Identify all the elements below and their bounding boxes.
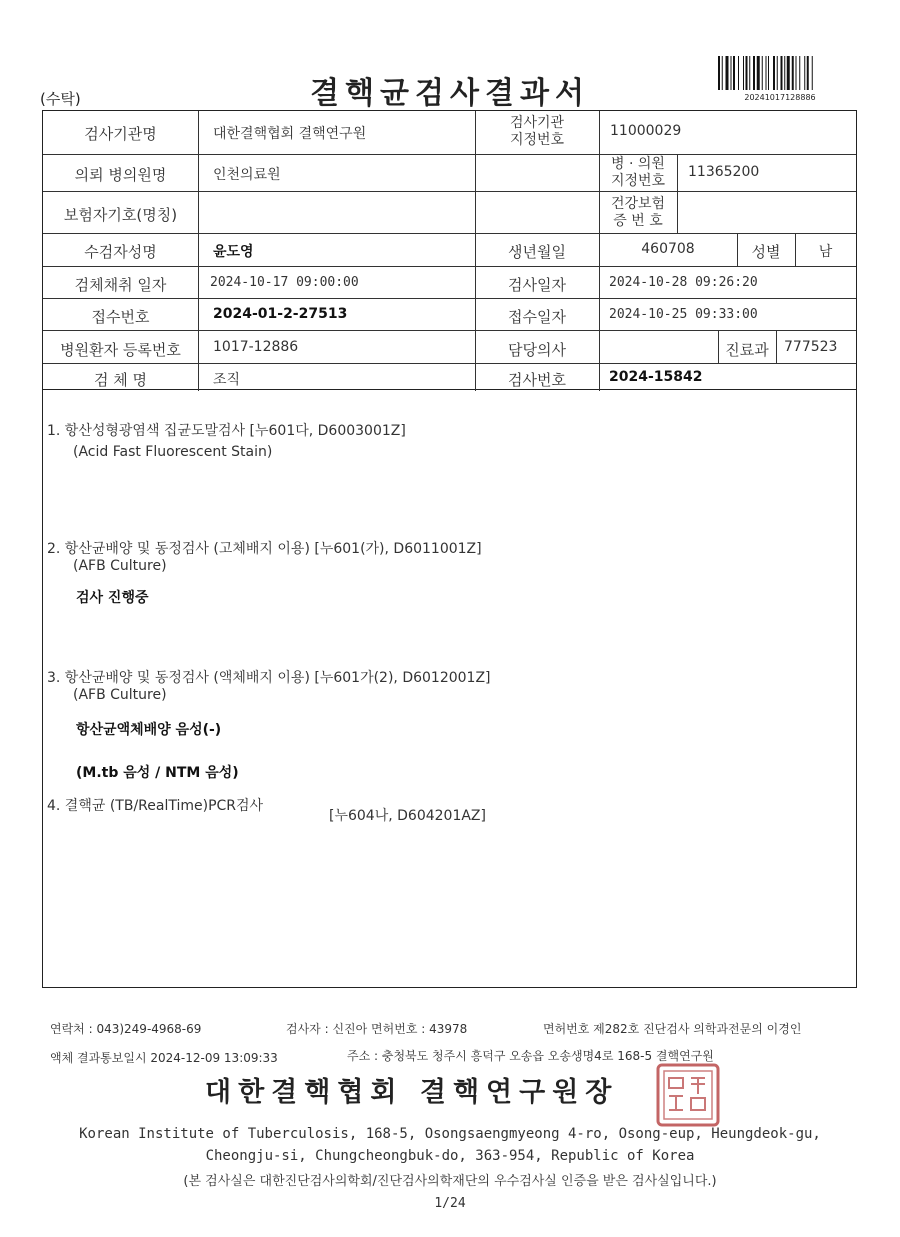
patient-info-table	[42, 110, 857, 390]
health-no-label-line-1: 건강보험	[610, 196, 666, 212]
patient-name-label: 수검자성명	[84, 243, 157, 261]
license-info: 면허번호 제282호 진단검사 의학과전문의 이경인	[543, 1022, 802, 1036]
test-no-label: 검사번호	[508, 371, 566, 389]
english-address-line-2: Cheongju-si, Chungcheongbuk-do, 363-954, Republic of Korea	[205, 1148, 695, 1164]
test-2-title: 2. 항산균배양 및 동정검사 (고체배지 이용) [누601(가), D6011001Z]	[47, 541, 482, 557]
inst-code-value: 11000029	[610, 123, 682, 139]
hospital-label: 의뢰 병의원명	[74, 166, 167, 184]
institute-name: 대한결핵협회 결핵연구원장	[205, 1077, 619, 1108]
barcode-icon	[718, 56, 842, 90]
birth-label: 생년월일	[508, 243, 566, 261]
reg-no-value: 1017-12886	[213, 339, 299, 355]
entrust-label: (수탁)	[40, 90, 81, 108]
test-date-value: 2024-10-28 09:26:20	[609, 275, 758, 290]
receipt-date-label: 접수일자	[508, 308, 566, 326]
patient-name-value: 윤도영	[213, 244, 254, 260]
collect-date-value: 2024-10-17 09:00:00	[210, 275, 359, 290]
reg-no-label: 병원환자 등록번호	[60, 341, 181, 359]
dept-value: 777523	[784, 339, 838, 355]
official-seal-icon	[655, 1062, 721, 1128]
test-4-code: [누604나, D604201AZ]	[329, 808, 486, 824]
insurer-label: 보험자기호(명칭)	[63, 206, 178, 224]
birth-value: 460708	[641, 241, 695, 257]
specimen-label: 검 체 명	[93, 371, 147, 389]
test-date-label: 검사일자	[508, 276, 566, 294]
receipt-date-value: 2024-10-25 09:33:00	[609, 307, 758, 322]
dept-label: 진료과	[725, 341, 769, 359]
health-no-label	[599, 196, 677, 230]
page-number: 1/24	[434, 1196, 466, 1211]
test-1-subtitle: (Acid Fast Fluorescent Stain)	[73, 444, 273, 460]
hospital-value: 인천의료원	[213, 167, 281, 183]
inst-name-value: 대한결핵협회 결핵연구원	[213, 126, 367, 142]
results-section	[42, 390, 857, 988]
test-no-value: 2024-15842	[609, 369, 703, 385]
test-3-title: 3. 항산균배양 및 동정검사 (액체배지 이용) [누601가(2), D6012001Z]	[47, 670, 491, 686]
test-4-title: 4. 결핵균 (TB/RealTime)PCR검사	[47, 798, 264, 814]
test-3-result-2: (M.tb 음성 / NTM 음성)	[76, 765, 239, 781]
inst-code-label-line-1: 검사기관	[509, 115, 565, 131]
test-3-subtitle: (AFB Culture)	[73, 687, 167, 703]
clinic-code-label-line-1: 병 · 의원	[611, 156, 665, 172]
receipt-no-label: 접수번호	[91, 308, 150, 326]
test-2-subtitle: (AFB Culture)	[73, 558, 167, 574]
receipt-no-value: 2024-01-2-27513	[213, 306, 348, 322]
inst-name-label: 검사기관명	[84, 125, 157, 143]
sex-value: 남	[818, 244, 833, 260]
test-1-title: 1. 항산성형광염색 집균도말검사 [누601다, D6003001Z]	[47, 423, 406, 439]
test-2-result: 검사 진행중	[76, 590, 149, 606]
clinic-code-label	[599, 156, 677, 190]
address-info: 주소 : 충청북도 청주시 흥덕구 오송읍 오송생명4로 168-5 결핵연구원	[347, 1049, 714, 1063]
contact-info: 연락처 : 043)249-4968-69	[50, 1022, 202, 1036]
inst-code-label	[475, 115, 599, 149]
clinic-code-label-line-2: 지정번호	[610, 173, 666, 189]
inst-code-label-line-2: 지정번호	[509, 132, 565, 148]
health-no-label-line-2: 증 번 호	[613, 213, 663, 229]
document-title: 결핵균검사결과서	[310, 76, 590, 111]
english-address-line-1: Korean Institute of Tuberculosis, 168-5, Osongsaengmyeong 4-ro, Osong-eup, Heungdeok-gu,	[79, 1126, 821, 1142]
specimen-value: 조직	[213, 372, 241, 388]
collect-date-label: 검체채취 일자	[74, 276, 167, 294]
sex-label: 성별	[751, 243, 781, 261]
certification-note: (본 검사실은 대한진단검사의학회/진단검사의학재단의 우수검사실 인증을 받은 검사실입니다.)	[183, 1174, 717, 1189]
barcode-number: 20241017128886	[744, 93, 816, 102]
notify-datetime: 액체 결과통보일시 2024-12-09 13:09:33	[50, 1051, 278, 1065]
doctor-label: 담당의사	[508, 341, 566, 359]
test-3-result-1: 항산균액체배양 음성(-)	[76, 722, 222, 738]
clinic-code-value: 11365200	[688, 164, 760, 180]
tester-info: 검사자 : 신진아 면허번호 : 43978	[286, 1022, 468, 1036]
